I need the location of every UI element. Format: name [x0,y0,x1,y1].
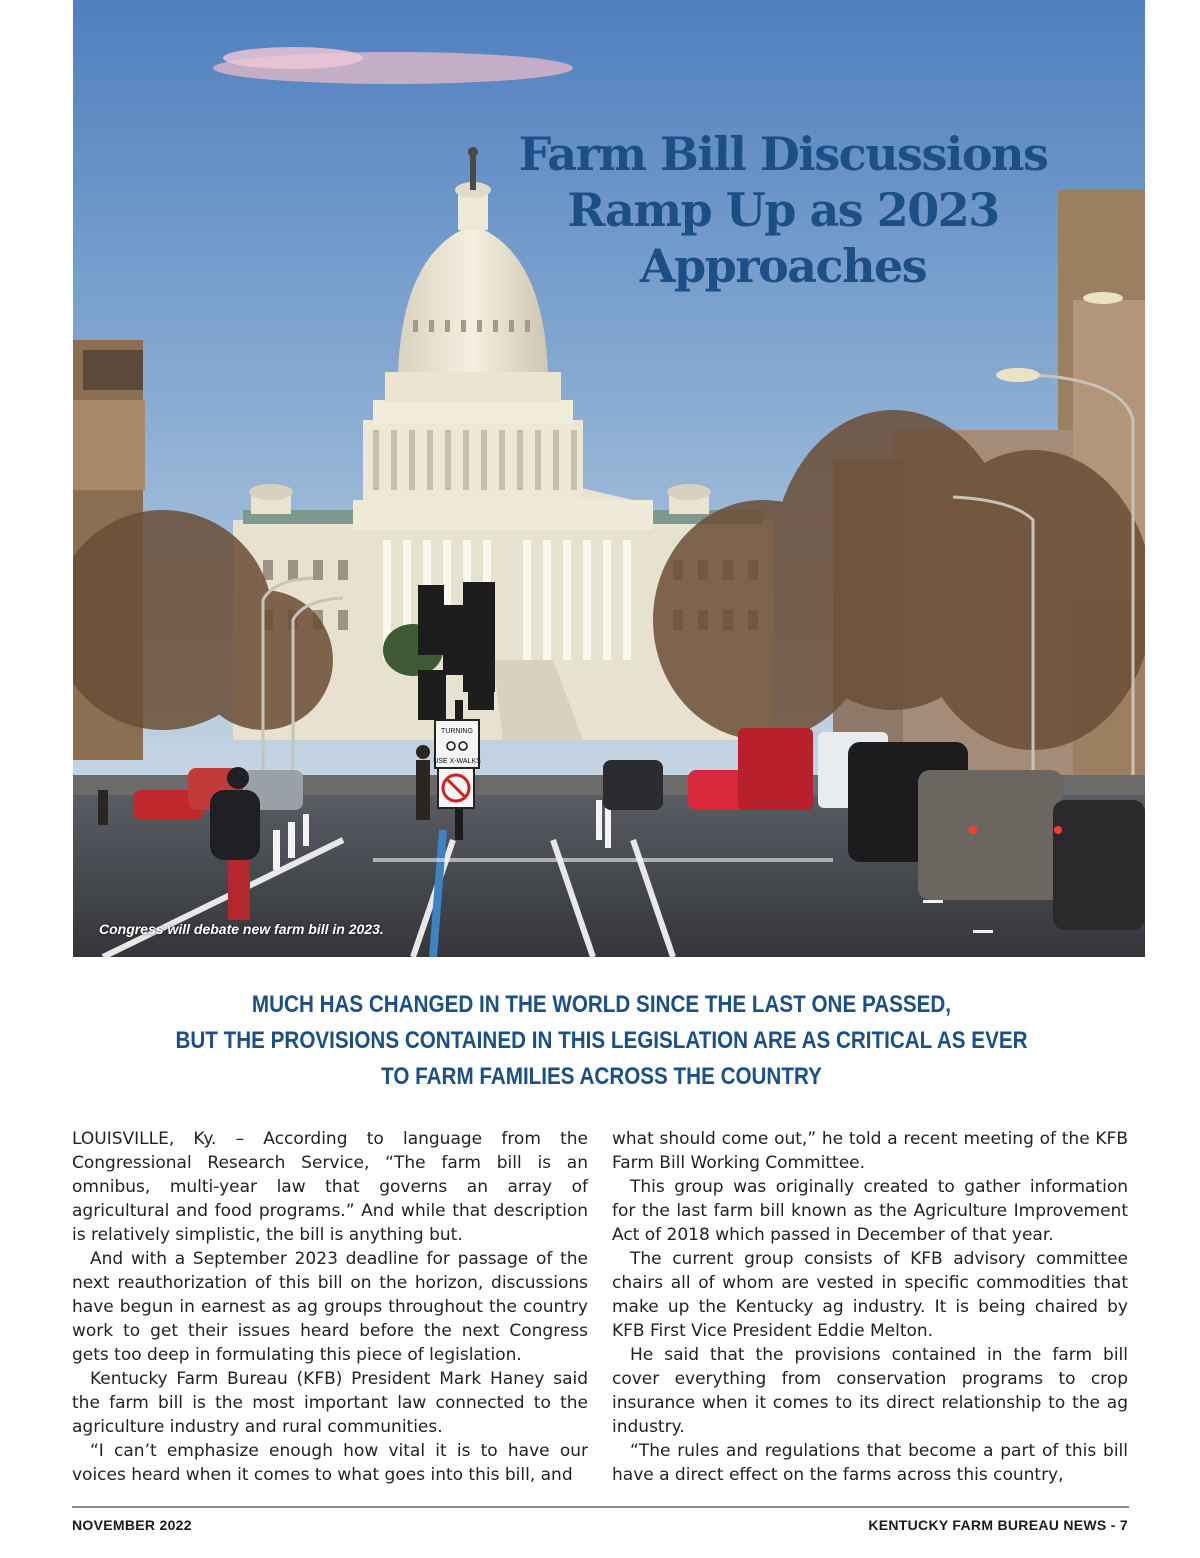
body-paragraph: “The rules and regulations that become a part of this bill have a direct effect on the farms across this country, [612,1441,1128,1485]
body-paragraph: Kentucky Farm Bureau (KFB) President Mark Haney said the farm bill is the most important law connected to the agriculture industry and rural communities. [72,1369,588,1437]
body-paragraph: what should come out,” he told a recent meeting of the KFB Farm Bill Working Committee. [612,1129,1128,1173]
body-column-right [612,1127,1128,1487]
headline-line: Approaches [639,239,927,293]
article-subhead [147,987,1056,1095]
hero-photo [73,0,1145,957]
body-paragraph: And with a September 2023 deadline for passage of the next reauthorization of this bill on the horizon, discussions have begun in earnest as ag groups throughout the country work to get their issues heard before the next Congress gets too deep in formulating this piece of legislation. [72,1249,588,1365]
footer-date: NOVEMBER 2022 [72,1517,192,1533]
body-paragraph: “I can’t emphasize enough how vital it is to have our voices heard when it comes to what goes into this bill, and [72,1441,588,1485]
article-headline [513,126,1053,294]
no-left-turn-sign [438,768,474,808]
body-paragraph: This group was originally created to gather information for the last farm bill known as the Agriculture Improvement Act of 2018 which passed in December of that year. [612,1177,1128,1245]
photo-caption: Congress will debate new farm bill in 2023. [99,921,384,937]
sign-crosswalk-text: USE X-WALKS [433,758,481,765]
headline-line: Ramp Up as 2023 [567,183,999,237]
headline-line: Farm Bill Discussions [518,127,1048,181]
subhead-line: MUCH HAS CHANGED IN THE WORLD SINCE THE LAST ONE PASSED, [251,991,952,1018]
footer-publication: KENTUCKY FARM BUREAU NEWS - 7 [868,1517,1128,1533]
body-paragraph: He said that the provisions contained in the farm bill cover everything from conservation programs to crop insurance when it comes to its direct relationship to the ag industry. [612,1345,1128,1437]
body-paragraph: LOUISVILLE, Ky. – According to language from the Congressional Research Service, “The farm bill is an omnibus, multi-year law that governs an array of agricultural and food programs.” And while that description is relatively simplistic, the bill is anything but. [72,1129,588,1245]
sign-turning-text: TURNING [441,728,473,735]
body-column-left [72,1127,588,1487]
turning-sign [433,720,481,768]
subhead-line: BUT THE PROVISIONS CONTAINED IN THIS LEGISLATION ARE AS CRITICAL AS EVER [175,1027,1028,1054]
body-paragraph: The current group consists of KFB advisory committee chairs all of whom are vested in specific commodities that make up the Kentucky ag industry. It is being chaired by KFB First Vice President Eddie Melton. [612,1249,1128,1341]
footer-rule [72,1506,1129,1508]
subhead-line: TO FARM FAMILIES ACROSS THE COUNTRY [381,1063,822,1090]
